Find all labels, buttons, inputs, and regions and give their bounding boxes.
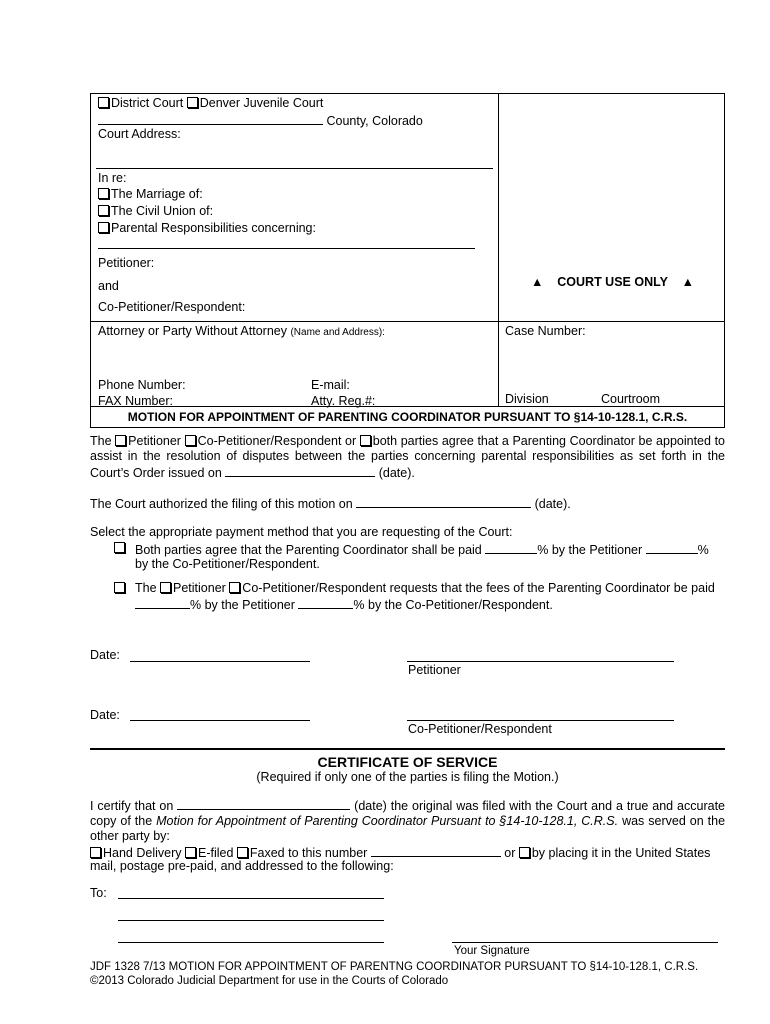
caption-rule-court-address <box>96 168 493 169</box>
attorney-label-small: (Name and Address): <box>290 327 385 338</box>
attorney-label: Attorney or Party Without Attorney <box>98 324 287 338</box>
mail-line-2: mail, postage pre-paid, and addressed to the following: <box>90 859 394 873</box>
agreement-paragraph <box>90 434 725 481</box>
petitioner-label: Petitioner: <box>98 256 155 270</box>
attorney-line <box>98 324 385 340</box>
order-date-suffix: (date). <box>375 466 415 480</box>
certificate-subtitle: (Required if only one of the parties is filing the Motion.) <box>256 770 559 784</box>
certificate-title: CERTIFICATE OF SERVICE <box>317 754 498 770</box>
district-court-checkbox[interactable] <box>98 97 109 108</box>
certificate-rule <box>90 748 725 750</box>
email-label: E-mail: <box>311 378 350 392</box>
caption-rule-attorney <box>90 321 725 322</box>
option2-co-percent-blank[interactable] <box>298 596 353 609</box>
hand-delivery-checkbox[interactable] <box>90 847 101 858</box>
certify-motion-title: Motion for Appointment of Parenting Coordinator Pursuant to §14-10-128.1, C.R.S. <box>156 814 619 828</box>
authorized-date-suffix: (date). <box>531 497 571 511</box>
co-petitioner-percent-blank[interactable] <box>646 541 698 554</box>
address-line-1[interactable] <box>118 898 384 899</box>
payment-option-2-petitioner-checkbox[interactable] <box>160 582 171 593</box>
date-line-2 <box>90 708 120 723</box>
faxed-label: Faxed to this number <box>249 846 371 860</box>
payment-option-1-checkbox[interactable] <box>114 542 125 553</box>
hand-delivery-label: Hand Delivery <box>103 846 185 860</box>
civil-union-label: The Civil Union of: <box>111 204 214 218</box>
mail-label: by placing it in the United States <box>531 846 711 860</box>
efiled-label: E-filed <box>197 846 237 860</box>
case-number-label: Case Number: <box>505 324 586 338</box>
court-type-line <box>98 96 323 111</box>
payment-option-2-text-d: % by the Co-Petitioner/Respondent. <box>353 598 553 612</box>
certify-paragraph <box>90 797 725 844</box>
denver-juvenile-label: Denver Juvenile Court <box>199 96 324 110</box>
certify-text-b: (date) the original was filed with the Court and a true and accurate copy of the <box>90 799 725 828</box>
payment-option-1-line2: by the Co-Petitioner/Respondent. <box>135 557 320 571</box>
payment-option-1-text-a: Both parties agree that the Parenting Coordinator shall be paid <box>135 543 486 557</box>
or-label: or <box>500 846 519 860</box>
agreement-text-body: both parties agree that a Parenting Coordinator be appointed to assist in the resolution of disputes between the parties concerning parental responsibilities as set forth in the Court’s Order issued on <box>90 434 725 480</box>
civil-union-line <box>98 204 213 219</box>
date-blank-2[interactable] <box>130 720 310 721</box>
parental-line <box>98 221 316 236</box>
certify-text-c: was served on the other party by: <box>90 814 726 843</box>
payment-option-2-checkbox[interactable] <box>114 582 125 593</box>
payment-option-2-line1 <box>135 581 715 596</box>
your-signature-label: Your Signature <box>454 945 530 957</box>
agreement-petitioner-checkbox[interactable] <box>115 435 126 446</box>
option2-petitioner-percent-blank[interactable] <box>135 596 190 609</box>
payment-option-1-line1 <box>135 541 709 558</box>
footer-form-id: JDF 1328 7/13 MOTION FOR APPOINTMENT OF PARENTNG COORDINATOR PURSUANT TO §14-10-128.1, C.R.S. <box>90 961 699 973</box>
faxed-checkbox[interactable] <box>237 847 248 858</box>
fax-label: FAX Number: <box>98 394 174 408</box>
authorized-text: The Court authorized the filing of this motion on <box>90 497 357 511</box>
caption-rule-parties <box>98 248 475 249</box>
mail-checkbox[interactable] <box>519 847 530 858</box>
denver-juvenile-checkbox[interactable] <box>187 97 198 108</box>
order-date-blank[interactable] <box>225 464 375 477</box>
payment-option-2-text-a: The <box>135 581 161 595</box>
payment-option-2-text-b: Co-Petitioner/Respondent requests that the fees of the Parenting Coordinator be paid <box>242 581 715 595</box>
authorized-date-blank[interactable] <box>356 495 531 508</box>
petitioner-signature-line[interactable] <box>407 661 674 662</box>
payment-option-1 <box>114 541 127 556</box>
civil-union-checkbox[interactable] <box>98 205 109 216</box>
co-petitioner-label: Co-Petitioner/Respondent: <box>98 300 246 314</box>
footer-copyright: ©2013 Colorado Judicial Department for use in the Courts of Colorado <box>90 975 449 987</box>
efiled-checkbox[interactable] <box>185 847 196 858</box>
payment-method-label: Select the appropriate payment method that you are requesting of the Court: <box>90 525 513 539</box>
marriage-line <box>98 187 203 202</box>
date-label-2: Date: <box>90 708 120 722</box>
payment-option-2 <box>114 581 127 596</box>
petitioner-signature-label: Petitioner <box>408 663 461 677</box>
date-blank-1[interactable] <box>130 661 310 662</box>
atty-reg-label: Atty. Reg.#: <box>311 394 376 408</box>
authorized-line <box>90 495 571 512</box>
caption-divider <box>498 93 499 407</box>
court-address-label: Court Address: <box>98 127 181 141</box>
county-blank[interactable] <box>98 112 323 125</box>
and-label: and <box>98 279 119 293</box>
payment-option-1-text-c: % <box>697 543 709 557</box>
agreement-petitioner-label: Petitioner <box>128 434 185 448</box>
courtroom-label: Courtroom <box>601 392 661 406</box>
certify-text-a: I certify that on <box>90 799 178 813</box>
certify-date-blank[interactable] <box>177 797 350 810</box>
marriage-checkbox[interactable] <box>98 188 109 199</box>
payment-option-2-co-checkbox[interactable] <box>229 582 240 593</box>
to-label: To: <box>90 886 107 900</box>
caption-box <box>90 93 725 407</box>
county-label: County, Colorado <box>326 114 423 128</box>
court-use-only: ▲ COURT USE ONLY ▲ <box>531 275 694 289</box>
address-line-3[interactable] <box>118 942 384 943</box>
date-label-1: Date: <box>90 648 120 662</box>
agreement-co-petitioner-checkbox[interactable] <box>185 435 196 446</box>
agreement-text-start: The <box>90 434 116 448</box>
phone-label: Phone Number: <box>98 378 186 392</box>
in-re-label: In re: <box>98 171 127 185</box>
agreement-co-petitioner-label: Co-Petitioner/Respondent or <box>197 434 360 448</box>
payment-option-2-line2 <box>135 596 553 613</box>
petitioner-percent-blank[interactable] <box>485 541 537 554</box>
your-signature-line[interactable] <box>452 942 718 943</box>
motion-title: MOTION FOR APPOINTMENT OF PARENTING COORDINATOR PURSUANT TO §14-10-128.1, C.R.S. <box>127 410 688 424</box>
parental-label: Parental Responsibilities concerning: <box>111 221 316 235</box>
district-court-label: District Court <box>111 96 184 110</box>
date-line-1 <box>90 648 120 663</box>
co-petitioner-signature-line[interactable] <box>407 720 674 721</box>
division-label: Division <box>505 392 549 406</box>
fax-number-blank[interactable] <box>371 844 501 857</box>
co-petitioner-signature-label: Co-Petitioner/Respondent <box>408 722 552 736</box>
marriage-label: The Marriage of: <box>111 187 203 201</box>
payment-option-2-petitioner-label: Petitioner <box>173 581 230 595</box>
payment-option-2-text-c: % by the Petitioner <box>190 598 299 612</box>
payment-option-1-text-b: % by the Petitioner <box>537 543 646 557</box>
address-line-2[interactable] <box>118 920 384 921</box>
parental-checkbox[interactable] <box>98 222 109 233</box>
agreement-both-checkbox[interactable] <box>360 435 371 446</box>
